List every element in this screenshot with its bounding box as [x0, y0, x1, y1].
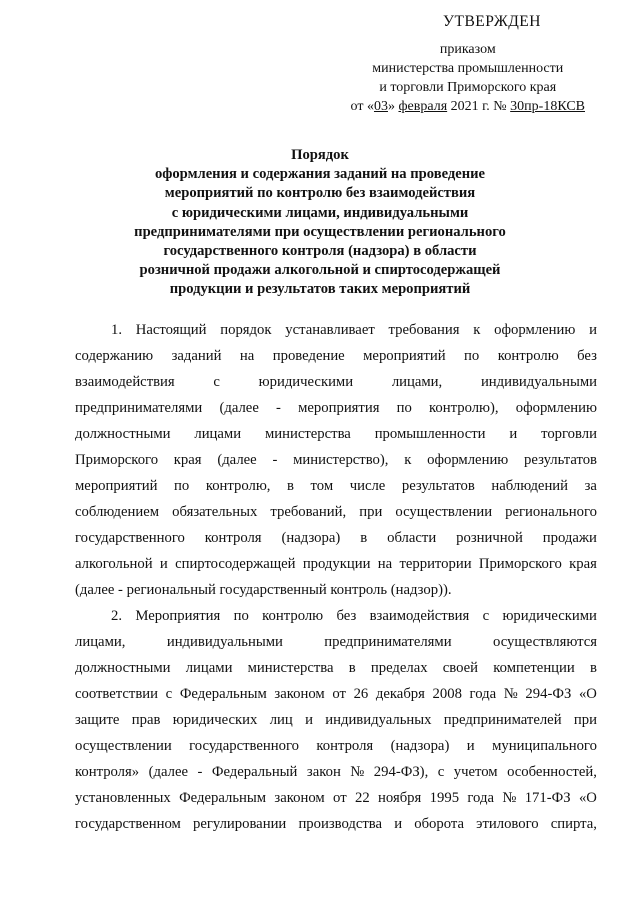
word: «О: [578, 790, 597, 806]
text-line: [75, 603, 597, 629]
word: осуществлении: [75, 738, 172, 754]
word: 1.: [111, 322, 123, 338]
word: «О: [578, 686, 597, 702]
word: продажи: [542, 530, 597, 546]
word: в: [589, 660, 597, 676]
word: Федеральный: [211, 764, 298, 780]
word: 294-ФЗ),: [373, 764, 429, 780]
word: в: [287, 478, 294, 494]
word: своей: [442, 660, 479, 676]
word: требований,: [270, 504, 347, 520]
word: алкогольной: [75, 556, 153, 572]
text-line: [75, 811, 597, 837]
word: (далее: [148, 764, 188, 780]
order-number: 30пр-18КСВ: [510, 99, 585, 114]
text-line: [75, 317, 597, 343]
word: розничной: [456, 530, 523, 546]
word: осуществлении: [395, 504, 493, 520]
word: по: [464, 348, 480, 364]
word: контролю,: [205, 478, 271, 494]
word: этилового: [476, 816, 539, 832]
word: (далее: [217, 452, 257, 468]
word: лицами,: [75, 634, 126, 650]
word: края: [173, 452, 202, 468]
text-line: [75, 629, 597, 655]
word: регулировании: [192, 816, 287, 832]
word: контроля»: [75, 764, 140, 780]
order-date-line: [351, 97, 585, 116]
text-line: [75, 759, 597, 785]
word: 22: [354, 790, 370, 806]
word: спирта,: [550, 816, 597, 832]
word: Приморского: [478, 556, 562, 572]
word: (далее: [219, 400, 259, 416]
word: результатов: [524, 452, 597, 468]
word: мероприятий: [363, 348, 446, 364]
text-line: (далее - региональный государственный контроль (надзор)).: [75, 582, 452, 598]
word: индивидуальных: [325, 712, 432, 728]
title-line: розничной продажи алкогольной и спиртосодержащей: [139, 262, 501, 279]
word: от: [332, 686, 346, 702]
word: и: [305, 712, 313, 728]
date-mid: »: [387, 99, 399, 114]
word: регионального: [505, 504, 597, 520]
word: промышленности: [374, 426, 486, 442]
word: продукции: [302, 556, 371, 572]
word: предпринимателями: [324, 634, 452, 650]
order-line: и торговли Приморского края: [379, 80, 557, 95]
word: с: [437, 764, 445, 780]
word: компетенции: [493, 660, 575, 676]
word: по: [396, 400, 412, 416]
word: и: [394, 816, 403, 832]
title-line: мероприятий по контролю без взаимодействия: [164, 185, 476, 202]
word: обязательных: [172, 504, 258, 520]
word: юридических: [172, 712, 258, 728]
word: и: [509, 426, 518, 442]
word: -: [197, 764, 203, 780]
word: (надзора): [281, 530, 341, 546]
word: Федеральным: [179, 790, 267, 806]
word: лицами,: [391, 374, 443, 390]
word: по: [233, 608, 249, 624]
word: на: [377, 556, 393, 572]
word: защите: [75, 712, 120, 728]
word: при: [359, 504, 383, 520]
word: наблюдений: [491, 478, 569, 494]
word: спиртосодержащей: [175, 556, 296, 572]
word: оформлению: [515, 400, 597, 416]
date-day: 03: [373, 99, 388, 114]
word: законом: [274, 686, 325, 702]
word: и: [466, 738, 475, 754]
word: области: [387, 530, 437, 546]
word: контролю: [262, 608, 324, 624]
word: соблюдением: [75, 504, 160, 520]
word: №: [502, 790, 517, 806]
document-body: [75, 317, 597, 837]
text-line: [75, 395, 597, 421]
word: взаимодействия: [75, 374, 175, 390]
word: государственного: [189, 738, 299, 754]
word: числе: [349, 478, 386, 494]
word: в: [348, 660, 356, 676]
text-line: [75, 681, 597, 707]
word: 2008: [432, 686, 462, 702]
text-line: [75, 525, 597, 551]
word: контролю: [497, 348, 559, 364]
word: торговли: [541, 426, 597, 442]
date-month: февраля: [398, 99, 448, 114]
word: лицами: [194, 426, 242, 442]
word: и: [159, 556, 168, 572]
word: индивидуальными: [166, 634, 283, 650]
word: Мероприятия: [135, 608, 221, 624]
order-line: приказом: [439, 42, 496, 57]
word: мероприятий: [75, 478, 158, 494]
word: юридическими: [502, 608, 597, 624]
word: и: [589, 322, 597, 338]
word: оборота: [414, 816, 465, 832]
word: министерства: [264, 426, 351, 442]
word: контроля: [204, 530, 262, 546]
word: оформлению: [427, 452, 509, 468]
title-line: предпринимателями при осуществлении регионального: [134, 223, 506, 240]
word: предпринимателей: [443, 712, 562, 728]
word: производства: [298, 816, 383, 832]
word: с: [482, 608, 490, 624]
text-line: [75, 551, 597, 577]
word: взаимодействия: [369, 608, 470, 624]
word: особенностей,: [507, 764, 597, 780]
text-line: [75, 473, 597, 499]
word: результатов: [401, 478, 475, 494]
word: №: [503, 686, 518, 702]
word: №: [350, 764, 365, 780]
word: предпринимателями: [75, 400, 203, 416]
word: ноября: [378, 790, 422, 806]
word: установленных: [75, 790, 171, 806]
word: территории: [399, 556, 472, 572]
title-line: с юридическими лицами, индивидуальными: [171, 204, 469, 221]
word: соответствии: [75, 686, 158, 702]
word: государственного: [75, 530, 185, 546]
word: министерства: [247, 660, 334, 676]
word: Настоящий: [135, 322, 207, 338]
word: осуществляются: [493, 634, 597, 650]
word: 1995: [429, 790, 460, 806]
word: декабря: [375, 686, 425, 702]
word: индивидуальными: [480, 374, 597, 390]
word: контролю),: [429, 400, 499, 416]
text-line: [75, 421, 597, 447]
text-line: [75, 733, 597, 759]
word: при: [573, 712, 597, 728]
text-line: [75, 369, 597, 395]
word: порядок: [220, 322, 272, 338]
text-line: [75, 499, 597, 525]
word: муниципального: [492, 738, 597, 754]
text-line: [75, 707, 597, 733]
title-line: продукции и результатов таких мероприятий: [169, 281, 471, 298]
word: оформлению: [494, 322, 576, 338]
date-year: 2021 г. №: [447, 99, 511, 114]
word: прав: [131, 712, 161, 728]
word: лицами: [185, 660, 233, 676]
word: к: [404, 452, 412, 468]
word: юридическими: [258, 374, 354, 390]
word: Федеральным: [179, 686, 267, 702]
word: должностными: [75, 426, 171, 442]
order-reference: [351, 40, 585, 116]
title-line: Порядок: [291, 147, 349, 163]
word: без: [336, 608, 357, 624]
word: лиц: [269, 712, 293, 728]
word: 171-ФЗ: [524, 790, 571, 806]
word: за: [584, 478, 597, 494]
word: требования: [388, 322, 460, 338]
word: 2.: [111, 608, 123, 624]
word: года: [467, 790, 494, 806]
word: Приморского: [75, 452, 159, 468]
word: на: [239, 348, 255, 364]
date-prefix: от «: [350, 99, 374, 114]
word: года: [469, 686, 497, 702]
word: должностными: [75, 660, 171, 676]
word: -: [272, 452, 278, 468]
text-line: [75, 343, 597, 369]
word: мероприятия: [298, 400, 380, 416]
word: от: [333, 790, 347, 806]
text-line: [75, 447, 597, 473]
word: заданий: [171, 348, 222, 364]
word: законом: [274, 790, 325, 806]
word: без: [577, 348, 597, 364]
word: государственном: [75, 816, 181, 832]
text-line: [75, 785, 597, 811]
word: пределах: [370, 660, 428, 676]
word: -: [276, 400, 281, 416]
word: края: [569, 556, 597, 572]
word: содержанию: [75, 348, 154, 364]
word: устанавливает: [285, 322, 375, 338]
word: закон: [306, 764, 341, 780]
word: 294-ФЗ: [525, 686, 572, 702]
word: учетом: [453, 764, 498, 780]
word: с: [165, 686, 173, 702]
text-line: [75, 655, 597, 681]
word: контроля: [316, 738, 374, 754]
word: проведение: [272, 348, 345, 364]
word: к: [473, 322, 481, 338]
approved-stamp: УТВЕРЖДЕН: [443, 13, 541, 30]
title-line: государственного контроля (надзора) в области: [163, 243, 477, 260]
word: в: [360, 530, 368, 546]
word: по: [174, 478, 190, 494]
word: том: [310, 478, 334, 494]
word: министерство),: [293, 452, 389, 468]
order-line: министерства промышленности: [372, 61, 564, 76]
word: 26: [353, 686, 369, 702]
document-title: [0, 146, 640, 300]
title-line: оформления и содержания заданий на проведение: [154, 166, 486, 183]
word: с: [213, 374, 220, 390]
word: (надзора): [390, 738, 450, 754]
